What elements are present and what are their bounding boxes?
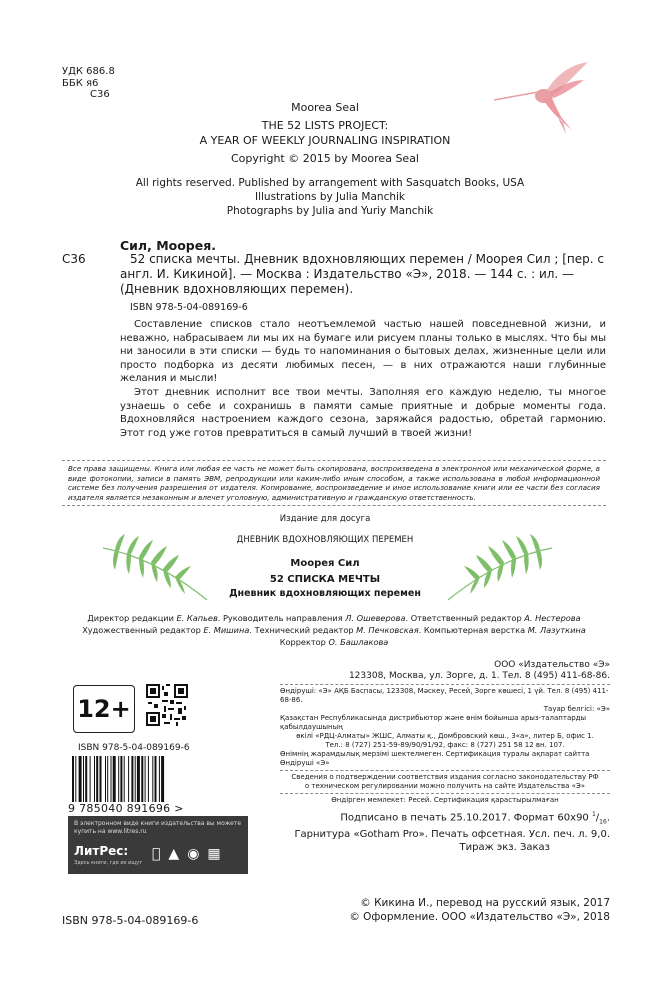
print-font: Гарнитура «Gotham Pro». Печать офсетная. Усл. печ. л. 9,0. [294,829,610,841]
bib-code: С36 [62,252,86,266]
litres-banner[interactable] [68,816,248,874]
publisher-address: 123308, Москва, ул. Зорге, д. 1. Тел. 8 (495) 411-68-86. [348,671,610,681]
bib-isbn: ISBN 978-5-04-089169-6 [130,302,248,313]
annotation-paragraph: Составление списков стало неотъемлемой частью нашей повседневной жизни, и неважно, набрасываем ли мы их на бумаге или рисуем планы только в мыслях. Что бы мы ни заносили в эти списки — будь то напоминания о бытовых делах, жизненные цели или просто подборка из десяти любимых песен, — в них отражаются наши глубинные желания и мысли! [120,319,606,385]
staff-name: М. Печковская [356,625,419,635]
print-run: Тираж экз. Заказ [459,842,550,854]
staff-label: Директор редакции [87,613,174,623]
windows-phone-icon[interactable]: ◉ [178,846,191,862]
litres-line: купить на www.litres.ru [74,828,147,835]
original-title-block [0,100,650,166]
original-title-line2: A YEAR OF WEEKLY JOURNALING INSPIRATION [199,134,451,147]
original-title-line1: THE 52 LISTS PROJECT: [261,119,389,132]
format-denominator: 16 [599,818,607,826]
barcode [68,756,208,804]
annotation-paragraph: Этот дневник исполнит все твои мечты. Заполняя его каждую неделю, ты многое узнаешь о себе и сохранишь в памяти самые приятные и добрые моменты года. Вдохновляйся настроением каждого сезона, заряжайся радостью, обретай гармонию. Этот год уже готов превратиться в самый лучший в твоей жизни! [120,386,606,439]
age-rating: 12+ [77,695,131,723]
rights-line: All rights reserved. Published by arrangement with Sasquatch Books, USA [135,177,525,189]
subtitle-ru: Дневник вдохновляющих перемен [229,588,421,599]
staff-name: Е. Капьев [176,613,218,623]
print-signed: Подписано в печать 25.10.2017. Формат 60х90 [340,812,592,824]
staff-name: Л. Ошеверова [345,613,406,623]
kz-trademark: Тауар белгісі: «Э» [543,705,610,713]
litres-text [74,820,241,836]
kz-expiry: Өнімнің жарамдылық мерзімі шектелмеген. Сертификация туралы ақпарат сайтта Өндіруші «Э» [280,750,590,767]
age-rating-badge [73,685,135,733]
store-icons [152,846,221,862]
original-copyright: Copyright © 2015 by Moorea Seal [230,152,419,165]
original-credits [110,176,550,218]
certification: Сведения о подтверждении соответствия издания согласно законодательству РФ [291,773,599,781]
kz-distributor: Тел.: 8 (727) 251-59-89/90/91/92, факс: 8 (727) 251 58 12 вн. 107. [325,741,565,749]
staff-label: Корректор [279,637,326,647]
bib-author: Сил, Моорея. [120,238,217,253]
litres-line: В электронном виде книги издательства вы можете [74,820,242,827]
staff-label: Технический редактор [254,625,354,635]
bbk-code: ББК я6 [62,77,99,89]
qr-code[interactable] [146,684,188,726]
bib-description: 52 списка мечты. Дневник вдохновляющих перемен / Моорея Сил ; [пер. с англ. И. Кикиной]. — Москва : Издательство «Э», 2018. — 144 с. : ил. — (Дневник вдохновляющих перемен). [120,252,604,296]
staff-label: Руководитель направления [223,613,343,623]
publisher-name: ООО «Издательство «Э» [494,660,610,670]
print-period: . [606,812,610,824]
staff-name: М. Лазуткина [527,625,586,635]
country-origin: Өндірген мемлекет: Ресей. Сертификация қарастырылмаған [331,796,559,804]
legal-notice: Все права защищены. Книга или любая ее часть не может быть скопирована, воспроизведена в электронной или механической форме, в виде фотокопии, записи в память ЭВМ, репродукции или каким-либо иным способом, а также использована в любой информационной системе без получения разрешения от издателя. Копирование, воспроизведение и иное использование книги или ее части без согласия издателя является незаконным и влечет уголовную, административную и гражданскую ответственность. [62,460,606,506]
staff-name: Е. Мишина [203,625,250,635]
kz-distributor: Қазақстан Республикасында дистрибьютор және өнім бойынша арыз-талаптарды қабылдаушының [280,714,587,731]
edition-type: Издание для досуга [279,514,371,524]
series-name: ДНЕВНИК ВДОХНОВЛЯЮЩИХ ПЕРЕМЕН [236,535,414,545]
barcode-digits: 9 785040 891696 > [68,802,184,815]
certification: о техническом регулировании можно получить на сайте Издательства «Э» [304,782,586,790]
staff-label: Ответственный редактор [410,613,522,623]
staff-label: Компьютерная верстка [423,625,526,635]
udk-code: УДК 686.8 [62,66,115,77]
staff-credits: Директор редакции Е. Капьев. Руководитель направления Л. Ошеверова. Ответственный редактор А. Нестерова Художественный редактор Е. Мишина. Технический редактор М. Печковская. Компьютерная верстка М. Лазуткина Корректор О. Башлакова [82,613,586,647]
design-copyright: © Оформление. ООО «Издательство «Э», 2018 [349,911,610,923]
isbn-bottom: ISBN 978-5-04-089169-6 [62,914,199,927]
format-numerator: 1 [591,811,596,818]
author-ru: Моорея Сил [290,558,360,569]
publisher-info [280,660,610,805]
litres-tagline: Здесь книги, где их ищут [74,860,142,866]
annotation [120,318,606,440]
android-icon[interactable]: ▲ [160,846,171,862]
kz-maker: Өндіруші: «Э» АҚБ Баспасы, 123308, Мәскеу, Ресей, Зорге көшесі, 1 үй. Тел. 8 (495) 411-68-86. [280,687,609,704]
photographs-credit: Photographs by Julia and Yuriy Manchik [226,205,434,217]
litres-logo: ЛитРес: [74,844,129,858]
barcode-isbn: ISBN 978-5-04-089169-6 [78,743,190,753]
printing-info: Подписано в печать 25.10.2017. Формат 60х90 $^1/_{16}$. Гарнитура «Gotham Pro». Печать офсетная. Усл. печ. л. 9,0. Тираж экз. Заказ [280,808,610,854]
windows-icon[interactable]: ▦ [199,846,213,862]
illustrations-credit: Illustrations by Julia Manchik [255,191,405,203]
author-sign: С36 [90,89,110,100]
translation-copyright: © Кикина И., перевод на русский язык, 2017 [360,897,610,909]
staff-name: А. Нестерова [524,613,581,623]
classification-block [62,66,115,101]
kz-distributor: өкілі «РДЦ-Алматы» ЖШС, Алматы қ., Домбровский көш., 3«а», литер Б, офис 1. [296,732,594,740]
title-ru: 52 СПИСКА МЕЧТЫ [269,574,381,585]
staff-label: Художественный редактор [82,625,201,635]
copyright-ru [300,896,610,924]
staff-name: О. Башлакова [328,637,389,647]
apple-icon[interactable] [152,846,160,862]
original-author: Moorea Seal [291,101,359,114]
